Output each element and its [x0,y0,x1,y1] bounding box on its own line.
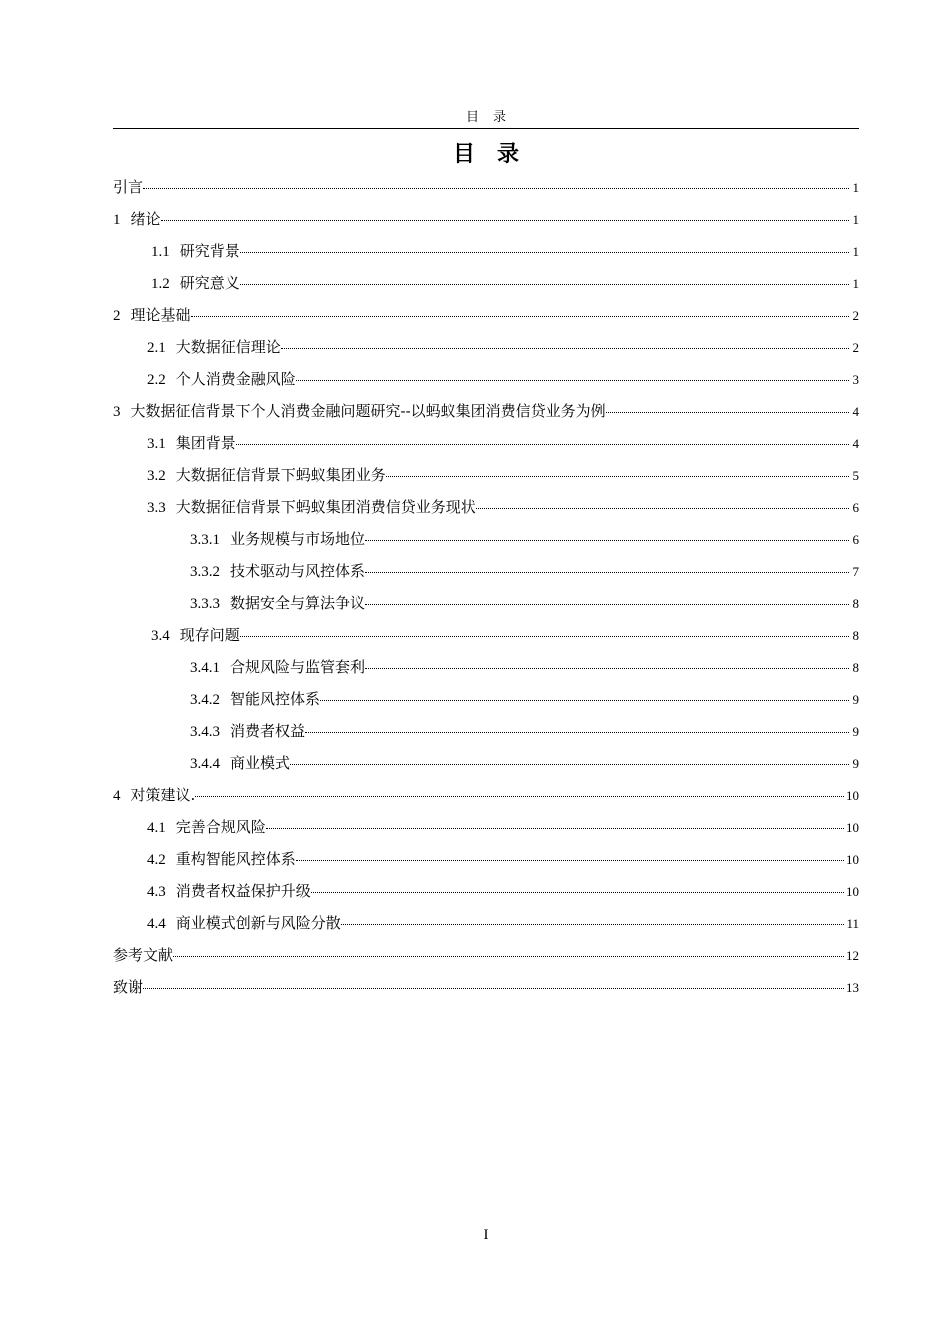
toc-entry[interactable] [113,395,859,427]
toc-entry[interactable] [113,427,859,459]
dot-leader [143,182,849,189]
toc-entry-label: 引言 [113,178,144,196]
toc-entry-page: 12 [846,948,859,963]
toc-entry-label: 集团背景 [175,434,236,452]
toc-entry-page: 11 [846,916,859,931]
toc-entry[interactable] [113,235,859,267]
toc-entry[interactable] [113,875,859,907]
toc-entry-number: 2.2 [147,372,166,388]
toc-entry-label: 研究意义 [179,274,240,292]
toc-entry-page: 1 [852,244,859,259]
toc-entry-page: 1 [852,180,859,195]
toc-entry-number: 4.2 [147,852,166,868]
toc-entry-number: 1 [113,212,121,228]
dot-leader [365,534,849,541]
toc-entry-label: 消费者权益保护升级 [175,882,311,900]
toc-entry-page: 13 [846,980,859,995]
toc-entry-label: 商业模式创新与风险分散 [175,914,341,932]
dot-leader [311,886,844,893]
toc-entry-page: 4 [852,436,859,451]
toc-entry-page: 9 [852,756,859,771]
toc-entry-page: 10 [846,884,859,899]
toc-entry[interactable] [113,203,859,235]
toc-entry-number: 3 [113,404,121,420]
toc-entry-page: 8 [852,596,859,611]
dot-leader [320,694,849,701]
dot-leader [236,438,849,445]
toc-entry[interactable] [113,267,859,299]
toc-entry-number: 3.2 [147,468,166,484]
toc-entry[interactable] [113,843,859,875]
toc-entry-number: 3.3.3 [190,596,220,612]
toc-entry-number: 3.3.2 [190,564,220,580]
toc-entry-page: 10 [846,852,859,867]
toc-entry-number: 4.3 [147,884,166,900]
header-rule [113,128,859,129]
toc-entry-page: 2 [852,340,859,355]
toc-entry-number: 3.4.4 [190,756,220,772]
toc-entry-label: 大数据征信理论 [175,338,281,356]
toc-entry-label: 大数据征信背景下个人消费金融问题研究--以蚂蚁集团消费信贷业务为例 [130,402,606,420]
toc-entry-page: 8 [852,628,859,643]
toc-entry[interactable] [113,715,859,747]
toc-entry-page: 2 [852,308,859,323]
dot-leader [240,630,849,637]
toc-entry-page: 1 [852,212,859,227]
dot-leader [476,502,849,509]
dot-leader [296,854,844,861]
toc-entry-label: 现存问题 [179,626,240,644]
toc-entry-page: 3 [852,372,859,387]
toc-entry-label: 大数据征信背景下蚂蚁集团消费信贷业务现状 [175,498,476,516]
toc-entry[interactable] [113,523,859,555]
toc-entry-page: 10 [846,820,859,835]
toc-entry-label: 绪论 [130,210,161,228]
toc-entry-label: 致谢 [113,978,144,996]
toc-entry-page: 8 [852,660,859,675]
toc-entry-number: 3.4 [151,628,170,644]
dot-leader [296,374,849,381]
toc-title: 目录 [452,142,541,167]
dot-leader [266,822,844,829]
running-header: 目录 [465,110,520,125]
toc-entry[interactable] [113,939,859,971]
dot-leader [365,566,849,573]
dot-leader [191,310,849,317]
toc-entry-number: 2 [113,308,121,324]
toc-entry-page: 7 [852,564,859,579]
toc-entry-label: 合规风险与监管套利 [230,658,366,676]
toc-entry[interactable] [113,651,859,683]
toc-entry[interactable] [113,907,859,939]
toc-entry-page: 9 [852,692,859,707]
toc-entry-number: 3.1 [147,436,166,452]
toc-entry[interactable] [113,299,859,331]
toc-entry-page: 6 [852,500,859,515]
dot-leader [290,758,849,765]
toc-entry-label: 理论基础 [130,306,191,324]
toc-entry-label: 个人消费金融风险 [175,370,296,388]
toc-entry[interactable] [113,683,859,715]
dot-leader [173,950,844,957]
dot-leader [606,406,849,413]
toc-entry-page: 6 [852,532,859,547]
toc-entry-number: 4.1 [147,820,166,836]
dot-leader [143,982,844,989]
toc-entry-label: 技术驱动与风控体系 [230,562,366,580]
toc-entry-label: 智能风控体系 [230,690,321,708]
dot-leader [365,662,849,669]
toc-entry-number: 4.4 [147,916,166,932]
dot-leader [365,598,849,605]
dot-leader [240,278,849,285]
toc-entry[interactable] [113,619,859,651]
toc-entry-page: 10 [846,788,859,803]
toc-entry-label: 完善合规风险 [175,818,266,836]
toc-entry[interactable] [113,555,859,587]
toc-entry-page: 1 [852,276,859,291]
toc-entry-label: 研究背景 [179,242,240,260]
toc-entry-number: 3.4.3 [190,724,220,740]
toc-entry[interactable] [113,491,859,523]
toc-entry-label: 大数据征信背景下蚂蚁集团业务 [175,466,386,484]
toc-entry-number: 3.3.1 [190,532,220,548]
toc-entry-label: 数据安全与算法争议 [230,594,366,612]
toc-list [113,171,859,1003]
toc-entry-page: 4 [852,404,859,419]
toc-entry[interactable] [113,811,859,843]
toc-entry-number: 1.2 [151,276,170,292]
page-number: I [483,1227,489,1243]
toc-entry-page: 9 [852,724,859,739]
dot-leader [195,790,844,797]
toc-entry[interactable] [113,171,859,203]
toc-entry[interactable] [113,331,859,363]
toc-entry-number: 3.4.2 [190,692,220,708]
toc-entry-number: 4 [113,788,121,804]
toc-entry-label: 重构智能风控体系 [175,850,296,868]
toc-entry-label: 消费者权益 [230,722,306,740]
dot-leader [161,214,849,221]
dot-leader [240,246,849,253]
toc-entry[interactable] [113,459,859,491]
toc-entry[interactable] [113,971,859,1003]
toc-entry-page: 5 [852,468,859,483]
toc-entry[interactable] [113,779,859,811]
toc-entry-label: 商业模式 [230,754,291,772]
dot-leader [305,726,849,733]
dot-leader [281,342,849,349]
dot-leader [341,918,845,925]
toc-entry-label: 业务规模与市场地位 [230,530,366,548]
dot-leader [386,470,849,477]
toc-entry[interactable] [113,587,859,619]
toc-entry[interactable] [113,747,859,779]
toc-entry-number: 2.1 [147,340,166,356]
toc-entry-number: 1.1 [151,244,170,260]
toc-entry-label: 对策建议. [130,786,196,804]
toc-entry-number: 3.3 [147,500,166,516]
toc-entry-number: 3.4.1 [190,660,220,676]
toc-entry-label: 参考文献 [113,946,174,964]
toc-entry[interactable] [113,363,859,395]
